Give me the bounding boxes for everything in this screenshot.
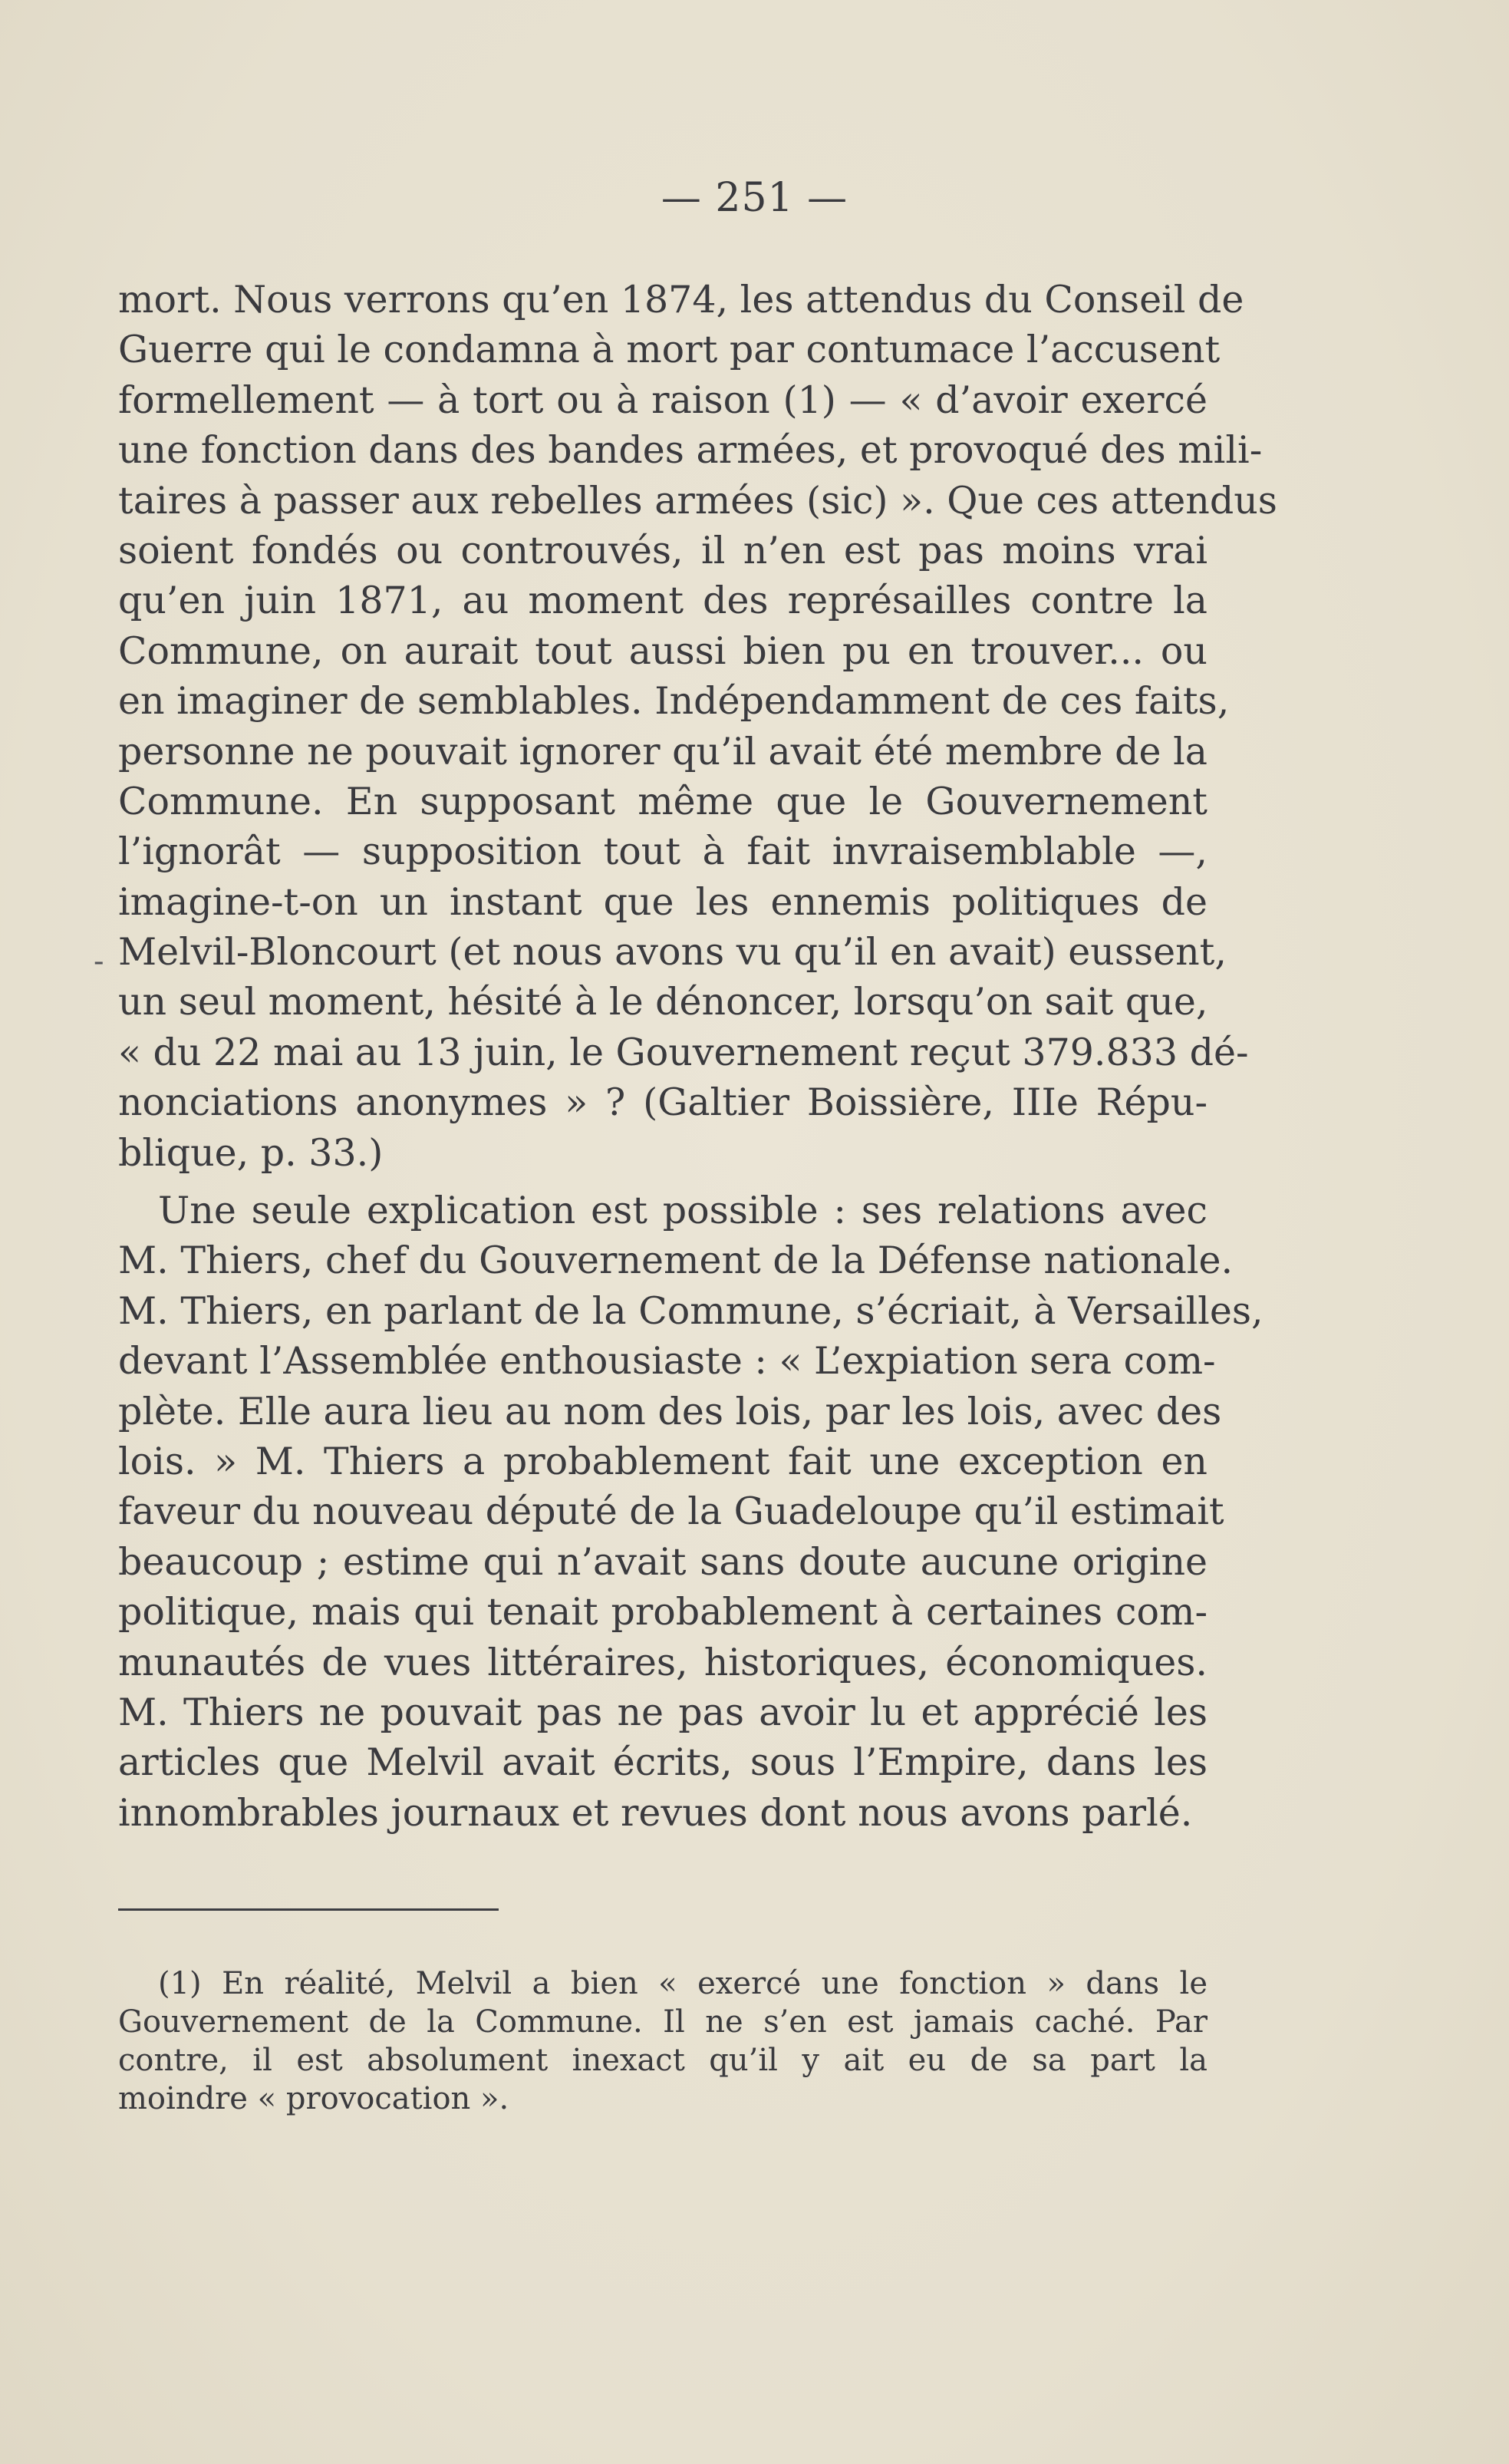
paragraph-break	[118, 1178, 1208, 1186]
text-line: articles que Melvil avait écrits, sous l’Empire, dans les	[118, 1740, 1208, 1785]
footnote-line: contre, il est absolument inexact qu’il y ait eu de sa part la	[118, 2043, 1208, 2078]
text-line: en imaginer de semblables. Indépendamment de ces faits,	[118, 679, 1230, 724]
footnote-line: Gouvernement de la Commune. Il ne s’en est jamais caché. Par	[118, 2004, 1208, 2040]
footnote-rule	[118, 1908, 499, 1911]
text-line: beaucoup ; estime qui n’avait sans doute aucune origine	[118, 1539, 1208, 1584]
text-line: munautés de vues littéraires, historiques, économiques.	[118, 1640, 1208, 1684]
text-line: politique, mais qui tenait probablement à certaines com-	[118, 1590, 1208, 1634]
text-line: qu’en juin 1871, au moment des représailles contre la	[118, 579, 1208, 623]
text-line: Guerre qui le condamna à mort par contumace l’accusent	[118, 328, 1221, 372]
text-line: devant l’Assemblée enthousiaste : « L’expiation sera com-	[118, 1339, 1216, 1384]
text-line: nonciations anonymes » ? (Galtier Boissière, IIIe Répu-	[118, 1080, 1208, 1125]
footnote-line: (1) En réalité, Melvil a bien « exercé une fonction » dans le	[158, 1966, 1208, 2001]
footnote	[118, 1964, 1208, 2118]
page-number: — 251 —	[661, 175, 848, 221]
text-line: M. Thiers, en parlant de la Commune, s’écriait, à Versailles,	[118, 1288, 1264, 1333]
text-line: plète. Elle aura lieu au nom des lois, par les lois, avec des	[118, 1389, 1222, 1433]
text-line: « du 22 mai au 13 juin, le Gouvernement reçut 379.833 dé-	[118, 1030, 1249, 1074]
text-line: mort. Nous verrons qu’en 1874, les attendus du Conseil de	[118, 278, 1244, 322]
text-line: faveur du nouveau député de la Guadeloupe qu’il estimait	[118, 1489, 1224, 1534]
text-line: M. Thiers ne pouvait pas ne pas avoir lu et apprécié les	[118, 1690, 1208, 1734]
text-line: taires à passer aux rebelles armées (sic) ». Que ces attendus	[118, 478, 1277, 523]
text-line: Commune. En supposant même que le Gouvernement	[118, 779, 1208, 823]
margin-mark: -	[94, 944, 104, 979]
text-line: lois. » M. Thiers a probablement fait une exception en	[118, 1439, 1208, 1483]
footnote-line: moindre « provocation ».	[118, 2081, 509, 2116]
text-line: imagine-t-on un instant que les ennemis politiques de	[118, 879, 1208, 924]
text-line: blique, p. 33.)	[118, 1130, 384, 1175]
text-line: M. Thiers, chef du Gouvernement de la Défense nationale.	[118, 1239, 1234, 1283]
text-line: Melvil-Bloncourt (et nous avons vu qu’il en avait) eussent,	[118, 930, 1227, 975]
text-line: l’ignorât — supposition tout à fait invraisemblable —,	[118, 830, 1208, 874]
text-line: soient fondés ou controuvés, il n’en est pas moins vrai	[118, 528, 1208, 572]
text-line: Une seule explication est possible : ses relations avec	[158, 1189, 1208, 1233]
text-line: Commune, on aurait tout aussi bien pu en trouver... ou	[118, 628, 1208, 673]
text-line: personne ne pouvait ignorer qu’il avait été membre de la	[118, 729, 1208, 774]
main-text	[118, 275, 1277, 1838]
text-line: innombrables journaux et revues dont nous avons parlé.	[118, 1790, 1193, 1835]
text-line: une fonction dans des bandes armées, et provoqué des mili-	[118, 428, 1263, 473]
text-line: formellement — à tort ou à raison (1) — « d’avoir exercé	[118, 378, 1208, 422]
text-line: un seul moment, hésité à le dénoncer, lorsqu’on sait que,	[118, 980, 1208, 1024]
